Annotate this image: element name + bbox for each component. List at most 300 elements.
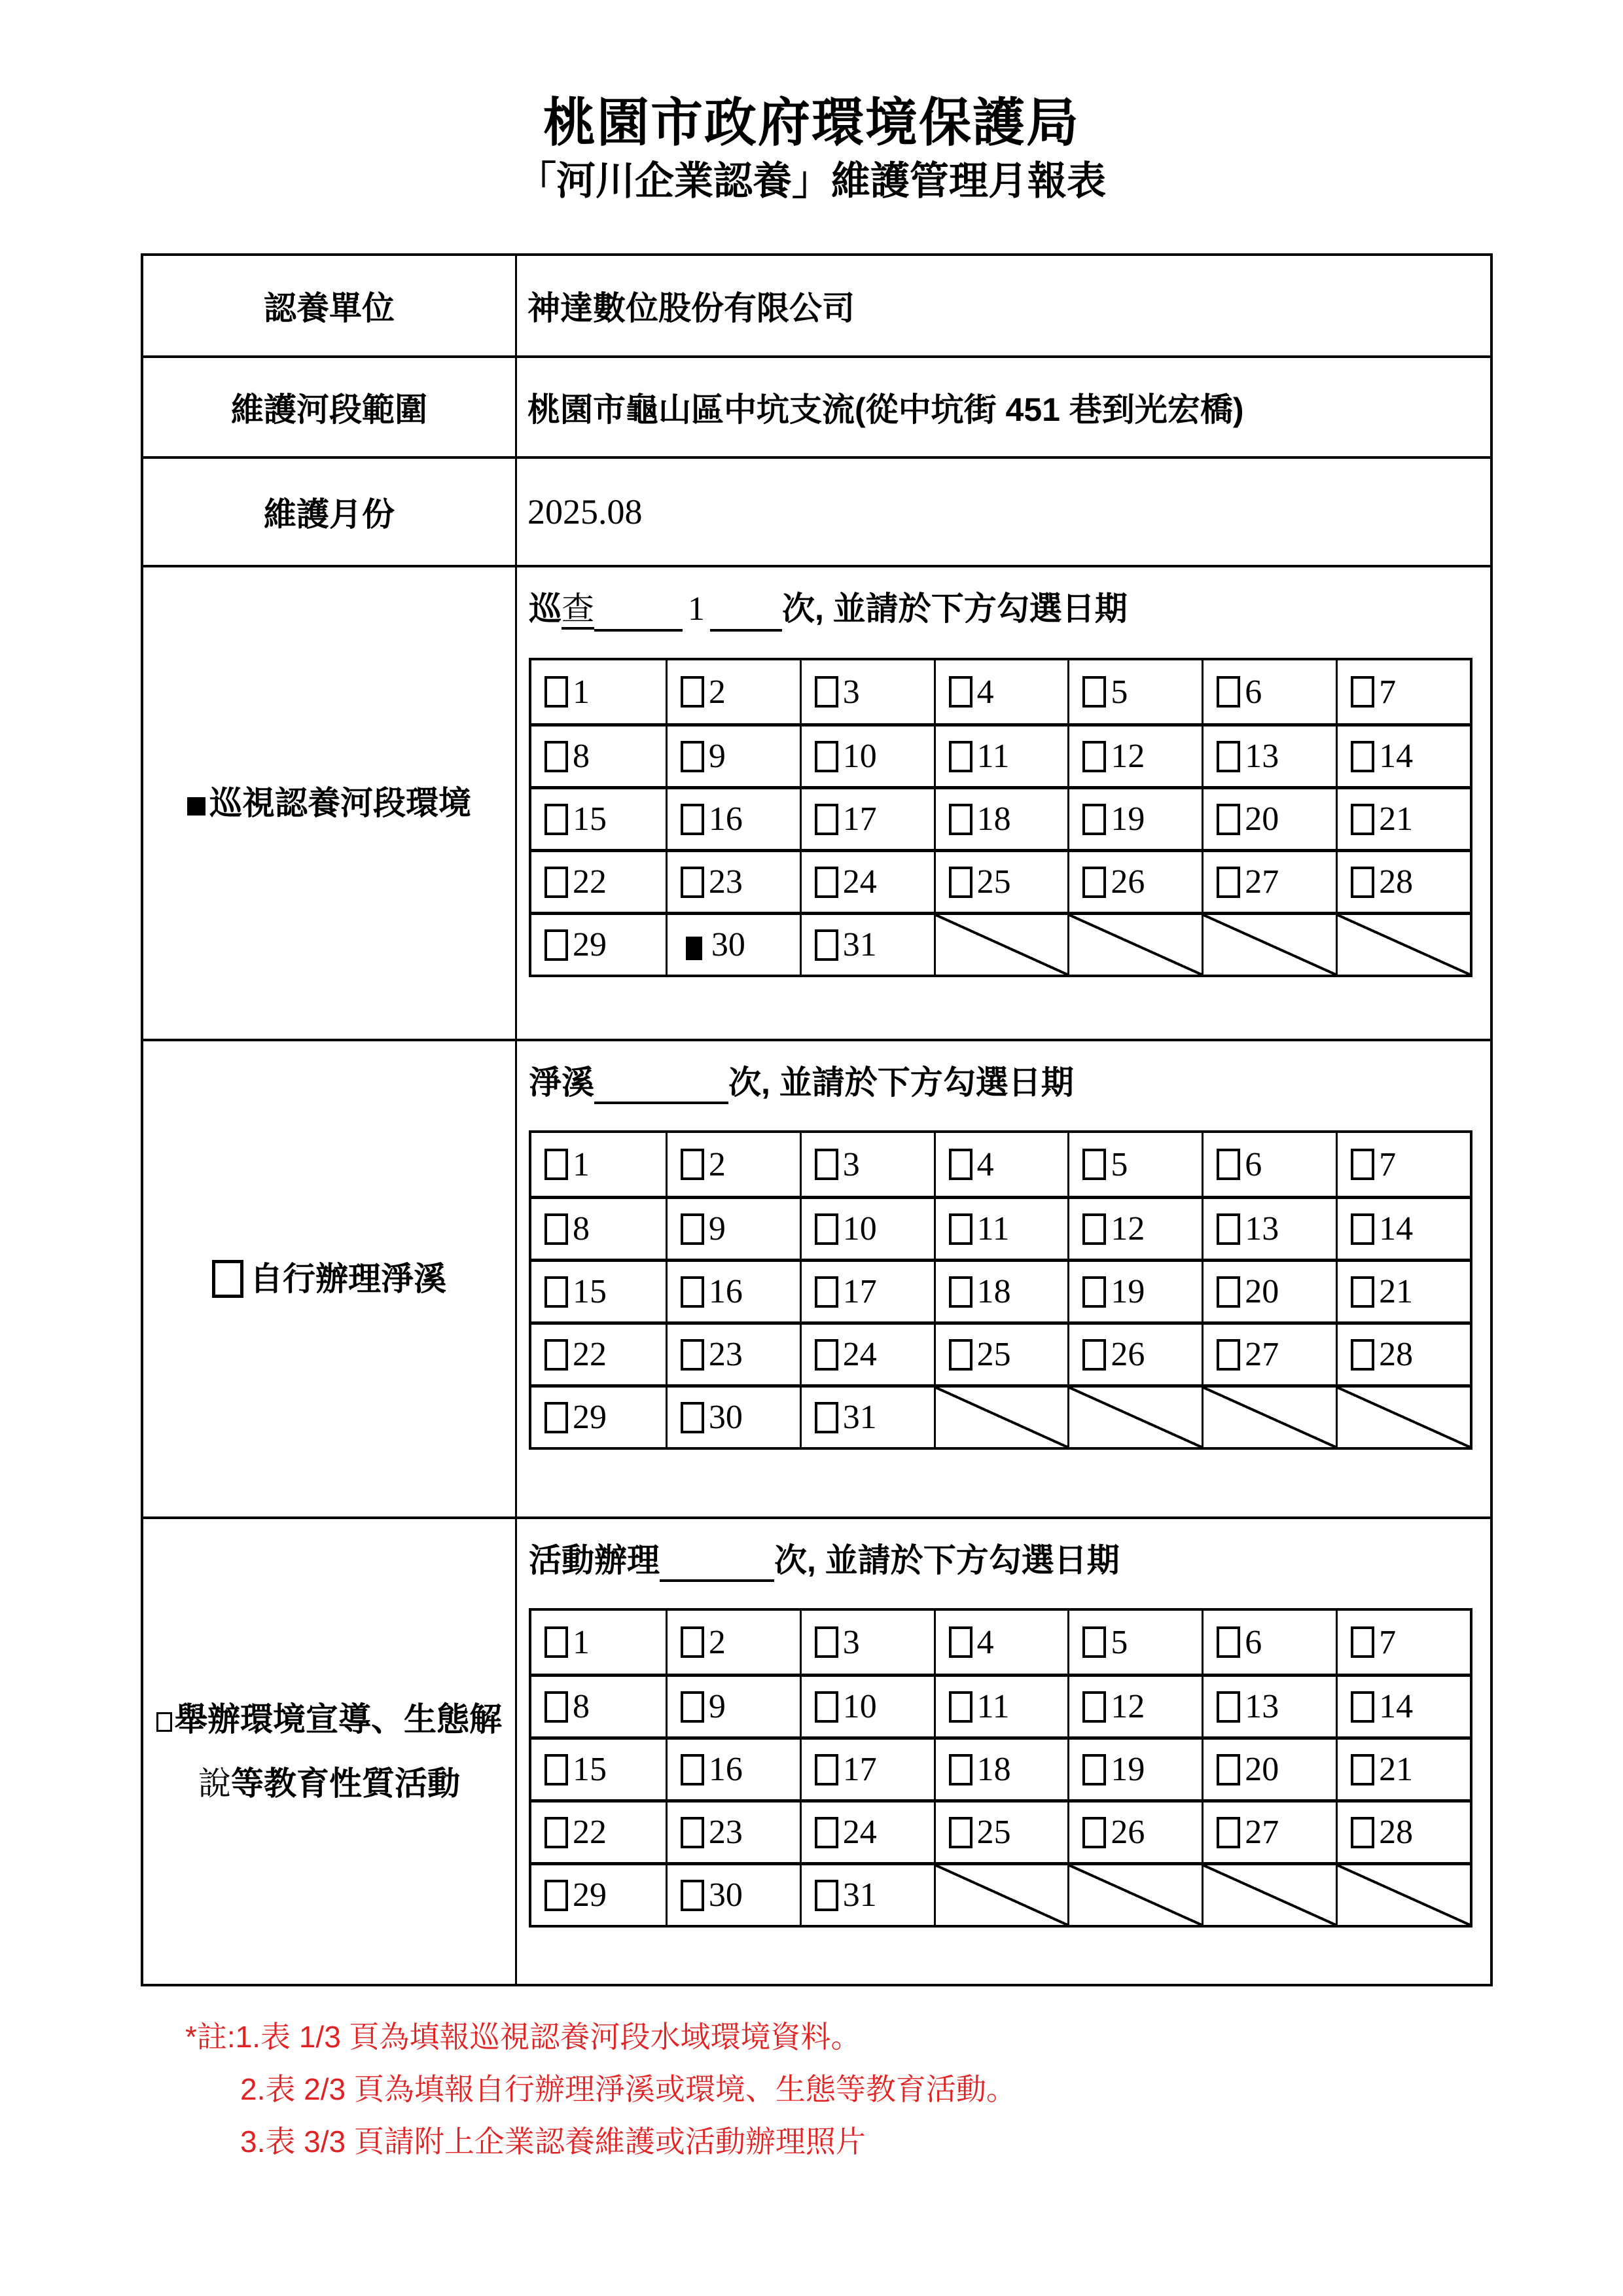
- day-cell: [666, 912, 800, 975]
- footnotes: [185, 2011, 1016, 2168]
- day-cell: [666, 1384, 800, 1447]
- day-number: 15: [573, 800, 607, 838]
- day-checkbox-icon[interactable]: [1351, 1213, 1374, 1245]
- day-cell: [1202, 1133, 1336, 1196]
- day-checkbox-icon[interactable]: [815, 676, 838, 708]
- day-checkbox-icon[interactable]: [1082, 804, 1106, 835]
- day-cell: [1067, 1133, 1202, 1196]
- day-number: 14: [1379, 738, 1414, 775]
- day-checkbox-icon[interactable]: [544, 1880, 568, 1911]
- day-number: 1: [573, 1623, 590, 1661]
- day-number: 4: [976, 673, 994, 711]
- day-checkbox-icon[interactable]: [1351, 1339, 1374, 1371]
- education-section-label-2: 等教育性質活動: [231, 1765, 460, 1802]
- day-number: 1: [573, 1145, 590, 1183]
- maintenance-month-value: 2025.08: [527, 492, 643, 531]
- day-number: 7: [1379, 1145, 1397, 1183]
- day-checkbox-icon[interactable]: [681, 1402, 704, 1433]
- day-cell: [1067, 1736, 1202, 1799]
- day-cell: [666, 723, 800, 786]
- disabled-day-cell: [1202, 1862, 1336, 1925]
- day-number: 22: [573, 863, 607, 901]
- day-cell: [1202, 1799, 1336, 1862]
- day-number: 11: [976, 1688, 1010, 1725]
- day-number: 18: [976, 1751, 1011, 1788]
- patrol-count-blank-field[interactable]: [594, 595, 683, 632]
- day-number: 19: [1111, 800, 1145, 838]
- day-number: 20: [1245, 800, 1279, 838]
- patrol-section-content: [517, 567, 1490, 1039]
- day-number: 31: [842, 1876, 877, 1914]
- day-checkbox-icon[interactable]: [544, 676, 568, 708]
- day-number: 8: [573, 1688, 590, 1725]
- page-subtitle: 「河川企業認養」維護管理月報表: [517, 159, 1106, 203]
- day-number: 31: [842, 1399, 877, 1436]
- day-checkbox-icon[interactable]: [1217, 867, 1240, 898]
- day-cell: [666, 660, 800, 723]
- day-checkbox-icon[interactable]: [1351, 1691, 1374, 1723]
- day-checkbox-icon[interactable]: [815, 1754, 838, 1785]
- education-checkbox-icon[interactable]: [156, 1712, 172, 1732]
- patrol-checkbox-checked-icon[interactable]: [187, 797, 205, 816]
- cleanup-activity-text: 淨溪: [529, 1064, 594, 1101]
- table-row-patrol-section: [143, 565, 1490, 1039]
- day-checkbox-icon[interactable]: [949, 1691, 972, 1723]
- day-checkbox-icon[interactable]: [949, 676, 972, 708]
- day-cell: [1336, 660, 1470, 723]
- day-cell: [800, 1674, 934, 1736]
- day-number: 1: [573, 673, 590, 711]
- day-cell: [1067, 660, 1202, 723]
- day-cell: [1202, 723, 1336, 786]
- day-number: 17: [842, 1751, 877, 1788]
- day-cell: [531, 1133, 666, 1196]
- day-checkbox-icon[interactable]: [681, 676, 704, 708]
- day-number: 11: [976, 1210, 1010, 1247]
- day-checkbox-icon[interactable]: [1351, 1149, 1374, 1180]
- day-checkbox-icon[interactable]: [681, 1339, 704, 1371]
- day-checkbox-icon[interactable]: [544, 1691, 568, 1723]
- day-checkbox-icon[interactable]: [1217, 1149, 1240, 1180]
- day-number: 27: [1245, 863, 1279, 901]
- day-number: 14: [1379, 1688, 1414, 1725]
- footnote-2: 2.表 2/3 頁為填報自行辦理淨溪或環境、生態等教育活動。: [240, 2072, 1016, 2106]
- day-cell: [1336, 849, 1470, 912]
- day-checkbox-icon[interactable]: [544, 1402, 568, 1433]
- day-cell: [934, 849, 1068, 912]
- day-cell: [800, 1799, 934, 1862]
- patrol-count-blank-field-2[interactable]: [710, 595, 782, 632]
- disabled-day-cell: [934, 912, 1068, 975]
- day-checkbox-icon[interactable]: [815, 1626, 838, 1658]
- day-checkbox-icon[interactable]: [544, 1339, 568, 1371]
- report-table: [141, 253, 1493, 1986]
- day-number: 19: [1111, 1273, 1145, 1310]
- education-section-label-cell: [143, 1519, 517, 1984]
- day-cell: [1067, 849, 1202, 912]
- day-cell: [1067, 723, 1202, 786]
- day-number: 24: [842, 1814, 877, 1851]
- day-checkbox-icon[interactable]: [681, 1817, 704, 1848]
- day-number: 15: [573, 1273, 607, 1310]
- day-cell: [531, 849, 666, 912]
- patrol-calendar-grid: [529, 658, 1472, 977]
- day-number: 18: [976, 1273, 1011, 1310]
- disabled-day-cell: [1067, 1862, 1202, 1925]
- day-checkbox-icon[interactable]: [1082, 1817, 1106, 1848]
- day-checkbox-icon[interactable]: [815, 1880, 838, 1911]
- maintenance-month-value-cell: [517, 459, 1490, 565]
- day-checkbox-icon[interactable]: [1082, 1149, 1106, 1180]
- maintenance-month-label: 維護月份: [143, 459, 517, 565]
- day-number: 14: [1379, 1210, 1414, 1247]
- day-checkbox-icon[interactable]: [1351, 1817, 1374, 1848]
- disabled-day-cell: [1336, 1862, 1470, 1925]
- day-number: 8: [573, 738, 590, 775]
- day-number: 27: [1245, 1814, 1279, 1851]
- day-cell: [1336, 1321, 1470, 1384]
- day-checkbox-icon[interactable]: [544, 1626, 568, 1658]
- day-cell: [800, 1862, 934, 1925]
- table-row-adopting-unit: [143, 256, 1490, 355]
- day-checkbox-icon[interactable]: [949, 1339, 972, 1371]
- day-checkbox-icon[interactable]: [815, 1339, 838, 1371]
- day-cell: [1336, 1736, 1470, 1799]
- day-cell: [1202, 849, 1336, 912]
- day-checkbox-icon[interactable]: [949, 804, 972, 835]
- day-checkbox-icon[interactable]: [815, 804, 838, 835]
- day-cell: [531, 1674, 666, 1736]
- day-cell: [1336, 786, 1470, 849]
- day-checkbox-icon[interactable]: [681, 1149, 704, 1180]
- adopting-unit-label: 認養單位: [143, 256, 517, 355]
- day-checkbox-icon[interactable]: [544, 741, 568, 772]
- day-checkbox-icon[interactable]: [815, 1817, 838, 1848]
- day-cell: [1336, 1196, 1470, 1259]
- day-cell: [531, 660, 666, 723]
- day-cell: [666, 849, 800, 912]
- day-number: 6: [1245, 1145, 1262, 1183]
- education-section-label-2-light: 說: [198, 1765, 231, 1802]
- day-cell: [800, 1384, 934, 1447]
- day-cell: [666, 1862, 800, 1925]
- day-number: 6: [1245, 1623, 1262, 1661]
- day-number: 10: [842, 738, 877, 775]
- day-number: 18: [976, 800, 1011, 838]
- day-cell: [934, 786, 1068, 849]
- disabled-day-cell: [1202, 912, 1336, 975]
- day-number: 16: [708, 1751, 743, 1788]
- day-number: 20: [1245, 1273, 1279, 1310]
- disabled-day-cell: [1336, 912, 1470, 975]
- day-cell: [1067, 1674, 1202, 1736]
- day-checkbox-icon[interactable]: [1217, 1339, 1240, 1371]
- day-checkbox-icon[interactable]: [949, 1149, 972, 1180]
- day-number: 9: [708, 1210, 726, 1247]
- day-number: 25: [976, 1814, 1011, 1851]
- day-checkbox-icon[interactable]: [1217, 1626, 1240, 1658]
- education-count-blank-field[interactable]: [660, 1545, 774, 1582]
- day-checkbox-icon[interactable]: [1082, 741, 1106, 772]
- day-cell: [1202, 1674, 1336, 1736]
- patrol-count-value: 1: [688, 590, 705, 628]
- day-checkbox-icon[interactable]: [1351, 1276, 1374, 1308]
- day-number: 3: [842, 1145, 860, 1183]
- day-number: 29: [573, 1876, 607, 1914]
- day-cell: [1202, 1321, 1336, 1384]
- footnote-3: 3.表 3/3 頁請附上企業認養維護或活動辦理照片: [240, 2125, 866, 2159]
- education-activity-text: 活動辦理: [529, 1542, 660, 1579]
- day-checkbox-icon[interactable]: [949, 1213, 972, 1245]
- day-cell: [531, 1321, 666, 1384]
- day-number: 28: [1379, 1336, 1414, 1373]
- day-number: 16: [708, 800, 743, 838]
- patrol-activity-text: 巡: [529, 590, 562, 627]
- cleanup-section-content: [517, 1041, 1490, 1516]
- cleanup-calendar-grid: [529, 1130, 1472, 1450]
- day-checkbox-icon[interactable]: [1082, 1276, 1106, 1308]
- cleanup-checkbox-icon[interactable]: [212, 1260, 243, 1298]
- day-cell: [531, 1259, 666, 1321]
- patrol-section-label-cell: [143, 567, 517, 1039]
- day-checkbox-icon[interactable]: [1217, 741, 1240, 772]
- day-cell: [800, 1321, 934, 1384]
- day-number: 10: [842, 1210, 877, 1247]
- disabled-day-cell: [1202, 1384, 1336, 1447]
- day-cell: [531, 786, 666, 849]
- day-number: 21: [1379, 1273, 1414, 1310]
- day-cell: [531, 723, 666, 786]
- day-cell: [531, 1384, 666, 1447]
- day-cell: [934, 1674, 1068, 1736]
- day-number: 5: [1111, 1145, 1128, 1183]
- day-cell: [934, 1259, 1068, 1321]
- day-checkbox-icon[interactable]: [1217, 804, 1240, 835]
- day-number: 7: [1379, 1623, 1397, 1661]
- day-cell: [800, 1736, 934, 1799]
- day-checkbox-icon[interactable]: [949, 1817, 972, 1848]
- day-cell: [934, 1799, 1068, 1862]
- day-checkbox-icon[interactable]: [949, 1626, 972, 1658]
- day-checkbox-icon[interactable]: [949, 741, 972, 772]
- day-checkbox-icon[interactable]: [1351, 1754, 1374, 1785]
- day-number: 21: [1379, 800, 1414, 838]
- day-number: 27: [1245, 1336, 1279, 1373]
- day-cell: [666, 1133, 800, 1196]
- day-checkbox-icon[interactable]: [681, 741, 704, 772]
- patrol-count-line: [529, 587, 1490, 632]
- day-number: 3: [842, 673, 860, 711]
- day-checkbox-checked-icon[interactable]: [686, 937, 702, 960]
- day-cell: [531, 1799, 666, 1862]
- day-checkbox-icon[interactable]: [949, 867, 972, 898]
- day-checkbox-icon[interactable]: [681, 867, 704, 898]
- day-number: 3: [842, 1623, 860, 1661]
- disabled-day-cell: [1336, 1384, 1470, 1447]
- day-checkbox-icon[interactable]: [1351, 804, 1374, 835]
- cleanup-count-suffix: 次, 並請於下方勾選日期: [728, 1064, 1074, 1101]
- day-number: 30: [708, 1876, 743, 1914]
- day-number: 19: [1111, 1751, 1145, 1788]
- day-checkbox-icon[interactable]: [815, 1402, 838, 1433]
- cleanup-section-label: 自行辦理淨溪: [250, 1261, 446, 1297]
- day-number: 22: [573, 1336, 607, 1373]
- day-number: 11: [976, 738, 1010, 775]
- day-cell: [1067, 1321, 1202, 1384]
- day-number: 9: [708, 738, 726, 775]
- day-number: 13: [1245, 738, 1279, 775]
- patrol-activity-text-light: 查: [562, 590, 594, 630]
- day-number: 9: [708, 1688, 726, 1725]
- day-cell: [1202, 786, 1336, 849]
- day-number: 4: [976, 1623, 994, 1661]
- day-checkbox-icon[interactable]: [544, 929, 568, 961]
- day-checkbox-icon[interactable]: [1082, 676, 1106, 708]
- education-label-line-1: [156, 1703, 502, 1736]
- day-number: 5: [1111, 673, 1128, 711]
- day-checkbox-icon[interactable]: [815, 1149, 838, 1180]
- day-number: 25: [976, 1336, 1011, 1373]
- day-cell: [531, 1862, 666, 1925]
- day-checkbox-icon[interactable]: [1082, 1213, 1106, 1245]
- day-checkbox-icon[interactable]: [681, 1880, 704, 1911]
- day-number: 20: [1245, 1751, 1279, 1788]
- day-number: 29: [573, 926, 607, 963]
- education-label-line-2: [198, 1767, 460, 1800]
- day-checkbox-icon[interactable]: [544, 1754, 568, 1785]
- day-checkbox-icon[interactable]: [1217, 1213, 1240, 1245]
- day-number: 28: [1379, 1814, 1414, 1851]
- day-checkbox-icon[interactable]: [544, 804, 568, 835]
- day-checkbox-icon[interactable]: [1082, 1626, 1106, 1658]
- day-checkbox-icon[interactable]: [544, 1276, 568, 1308]
- day-checkbox-icon[interactable]: [815, 867, 838, 898]
- river-section-value-cell: [517, 358, 1490, 456]
- day-number: 12: [1111, 1688, 1145, 1725]
- day-cell: [800, 786, 934, 849]
- adopting-unit-value: 神達數位股份有限公司: [527, 290, 855, 327]
- day-checkbox-icon[interactable]: [1351, 741, 1374, 772]
- day-checkbox-icon[interactable]: [1351, 867, 1374, 898]
- day-cell: [666, 1321, 800, 1384]
- day-number: 2: [708, 1145, 726, 1183]
- education-calendar-grid: [529, 1608, 1472, 1928]
- day-cell: [666, 1799, 800, 1862]
- day-cell: [1067, 1611, 1202, 1674]
- education-section-content: [517, 1519, 1490, 1984]
- day-cell: [934, 723, 1068, 786]
- day-number: 26: [1111, 1814, 1145, 1851]
- patrol-section-label: 巡視認養河段環境: [209, 785, 471, 821]
- day-checkbox-icon[interactable]: [815, 1691, 838, 1723]
- day-checkbox-icon[interactable]: [544, 1149, 568, 1180]
- day-number: 26: [1111, 863, 1145, 901]
- day-checkbox-icon[interactable]: [1082, 1339, 1106, 1371]
- day-cell: [1336, 1799, 1470, 1862]
- day-number: 17: [842, 800, 877, 838]
- day-checkbox-icon[interactable]: [1082, 1691, 1106, 1723]
- day-checkbox-icon[interactable]: [949, 1754, 972, 1785]
- day-checkbox-icon[interactable]: [1217, 1691, 1240, 1723]
- day-cell: [1202, 1736, 1336, 1799]
- day-checkbox-icon[interactable]: [815, 1213, 838, 1245]
- day-checkbox-icon[interactable]: [1217, 1276, 1240, 1308]
- day-number: 10: [842, 1688, 877, 1725]
- day-checkbox-icon[interactable]: [544, 1817, 568, 1848]
- day-checkbox-icon[interactable]: [681, 1754, 704, 1785]
- day-cell: [1336, 1674, 1470, 1736]
- day-checkbox-icon[interactable]: [815, 741, 838, 772]
- day-number: 24: [842, 1336, 877, 1373]
- day-cell: [800, 1611, 934, 1674]
- day-cell: [800, 1196, 934, 1259]
- day-cell: [800, 1259, 934, 1321]
- day-number: 7: [1379, 673, 1397, 711]
- cleanup-count-line: [529, 1061, 1490, 1104]
- disabled-day-cell: [934, 1384, 1068, 1447]
- day-cell: [934, 1133, 1068, 1196]
- river-section-value: 桃園市龜山區中坑支流(從中坑街 451 巷到光宏橋): [527, 391, 1244, 428]
- day-cell: [800, 723, 934, 786]
- day-number: 23: [708, 1814, 743, 1851]
- patrol-count-suffix: 次, 並請於下方勾選日期: [782, 590, 1128, 627]
- day-checkbox-icon[interactable]: [1217, 1817, 1240, 1848]
- day-checkbox-icon[interactable]: [544, 1213, 568, 1245]
- day-cell: [531, 1611, 666, 1674]
- day-cell: [934, 1196, 1068, 1259]
- day-number: 5: [1111, 1623, 1128, 1661]
- day-checkbox-icon[interactable]: [1217, 1754, 1240, 1785]
- disabled-day-cell: [1067, 912, 1202, 975]
- day-number: 21: [1379, 1751, 1414, 1788]
- day-checkbox-icon[interactable]: [1351, 1626, 1374, 1658]
- day-cell: [934, 1611, 1068, 1674]
- day-number: 16: [708, 1273, 743, 1310]
- day-cell: [666, 1196, 800, 1259]
- day-number: 25: [976, 863, 1011, 901]
- day-cell: [1336, 1259, 1470, 1321]
- river-section-label: 維護河段範圍: [143, 358, 517, 456]
- table-row-cleanup-section: [143, 1039, 1490, 1516]
- day-number: 12: [1111, 738, 1145, 775]
- day-number: 28: [1379, 863, 1414, 901]
- day-checkbox-icon[interactable]: [1082, 1754, 1106, 1785]
- day-checkbox-icon[interactable]: [949, 1276, 972, 1308]
- education-section-label-1: 舉辦環境宣導、生態解: [175, 1701, 502, 1738]
- day-checkbox-icon[interactable]: [1351, 676, 1374, 708]
- table-row-river-section: [143, 355, 1490, 456]
- day-number: 12: [1111, 1210, 1145, 1247]
- day-checkbox-icon[interactable]: [681, 1691, 704, 1723]
- day-cell: [531, 912, 666, 975]
- day-number: 29: [573, 1399, 607, 1436]
- day-checkbox-icon[interactable]: [681, 1626, 704, 1658]
- day-checkbox-icon[interactable]: [1082, 867, 1106, 898]
- day-checkbox-icon[interactable]: [681, 804, 704, 835]
- cleanup-count-blank-field[interactable]: [594, 1067, 728, 1104]
- day-checkbox-icon[interactable]: [815, 929, 838, 961]
- day-checkbox-icon[interactable]: [544, 867, 568, 898]
- day-checkbox-icon[interactable]: [681, 1276, 704, 1308]
- day-cell: [1202, 1196, 1336, 1259]
- day-number: 4: [976, 1145, 994, 1183]
- day-number: 2: [708, 673, 726, 711]
- day-number: 30: [708, 1399, 743, 1436]
- education-count-suffix: 次, 並請於下方勾選日期: [774, 1542, 1120, 1579]
- day-checkbox-icon[interactable]: [1217, 676, 1240, 708]
- day-checkbox-icon[interactable]: [681, 1213, 704, 1245]
- day-checkbox-icon[interactable]: [815, 1276, 838, 1308]
